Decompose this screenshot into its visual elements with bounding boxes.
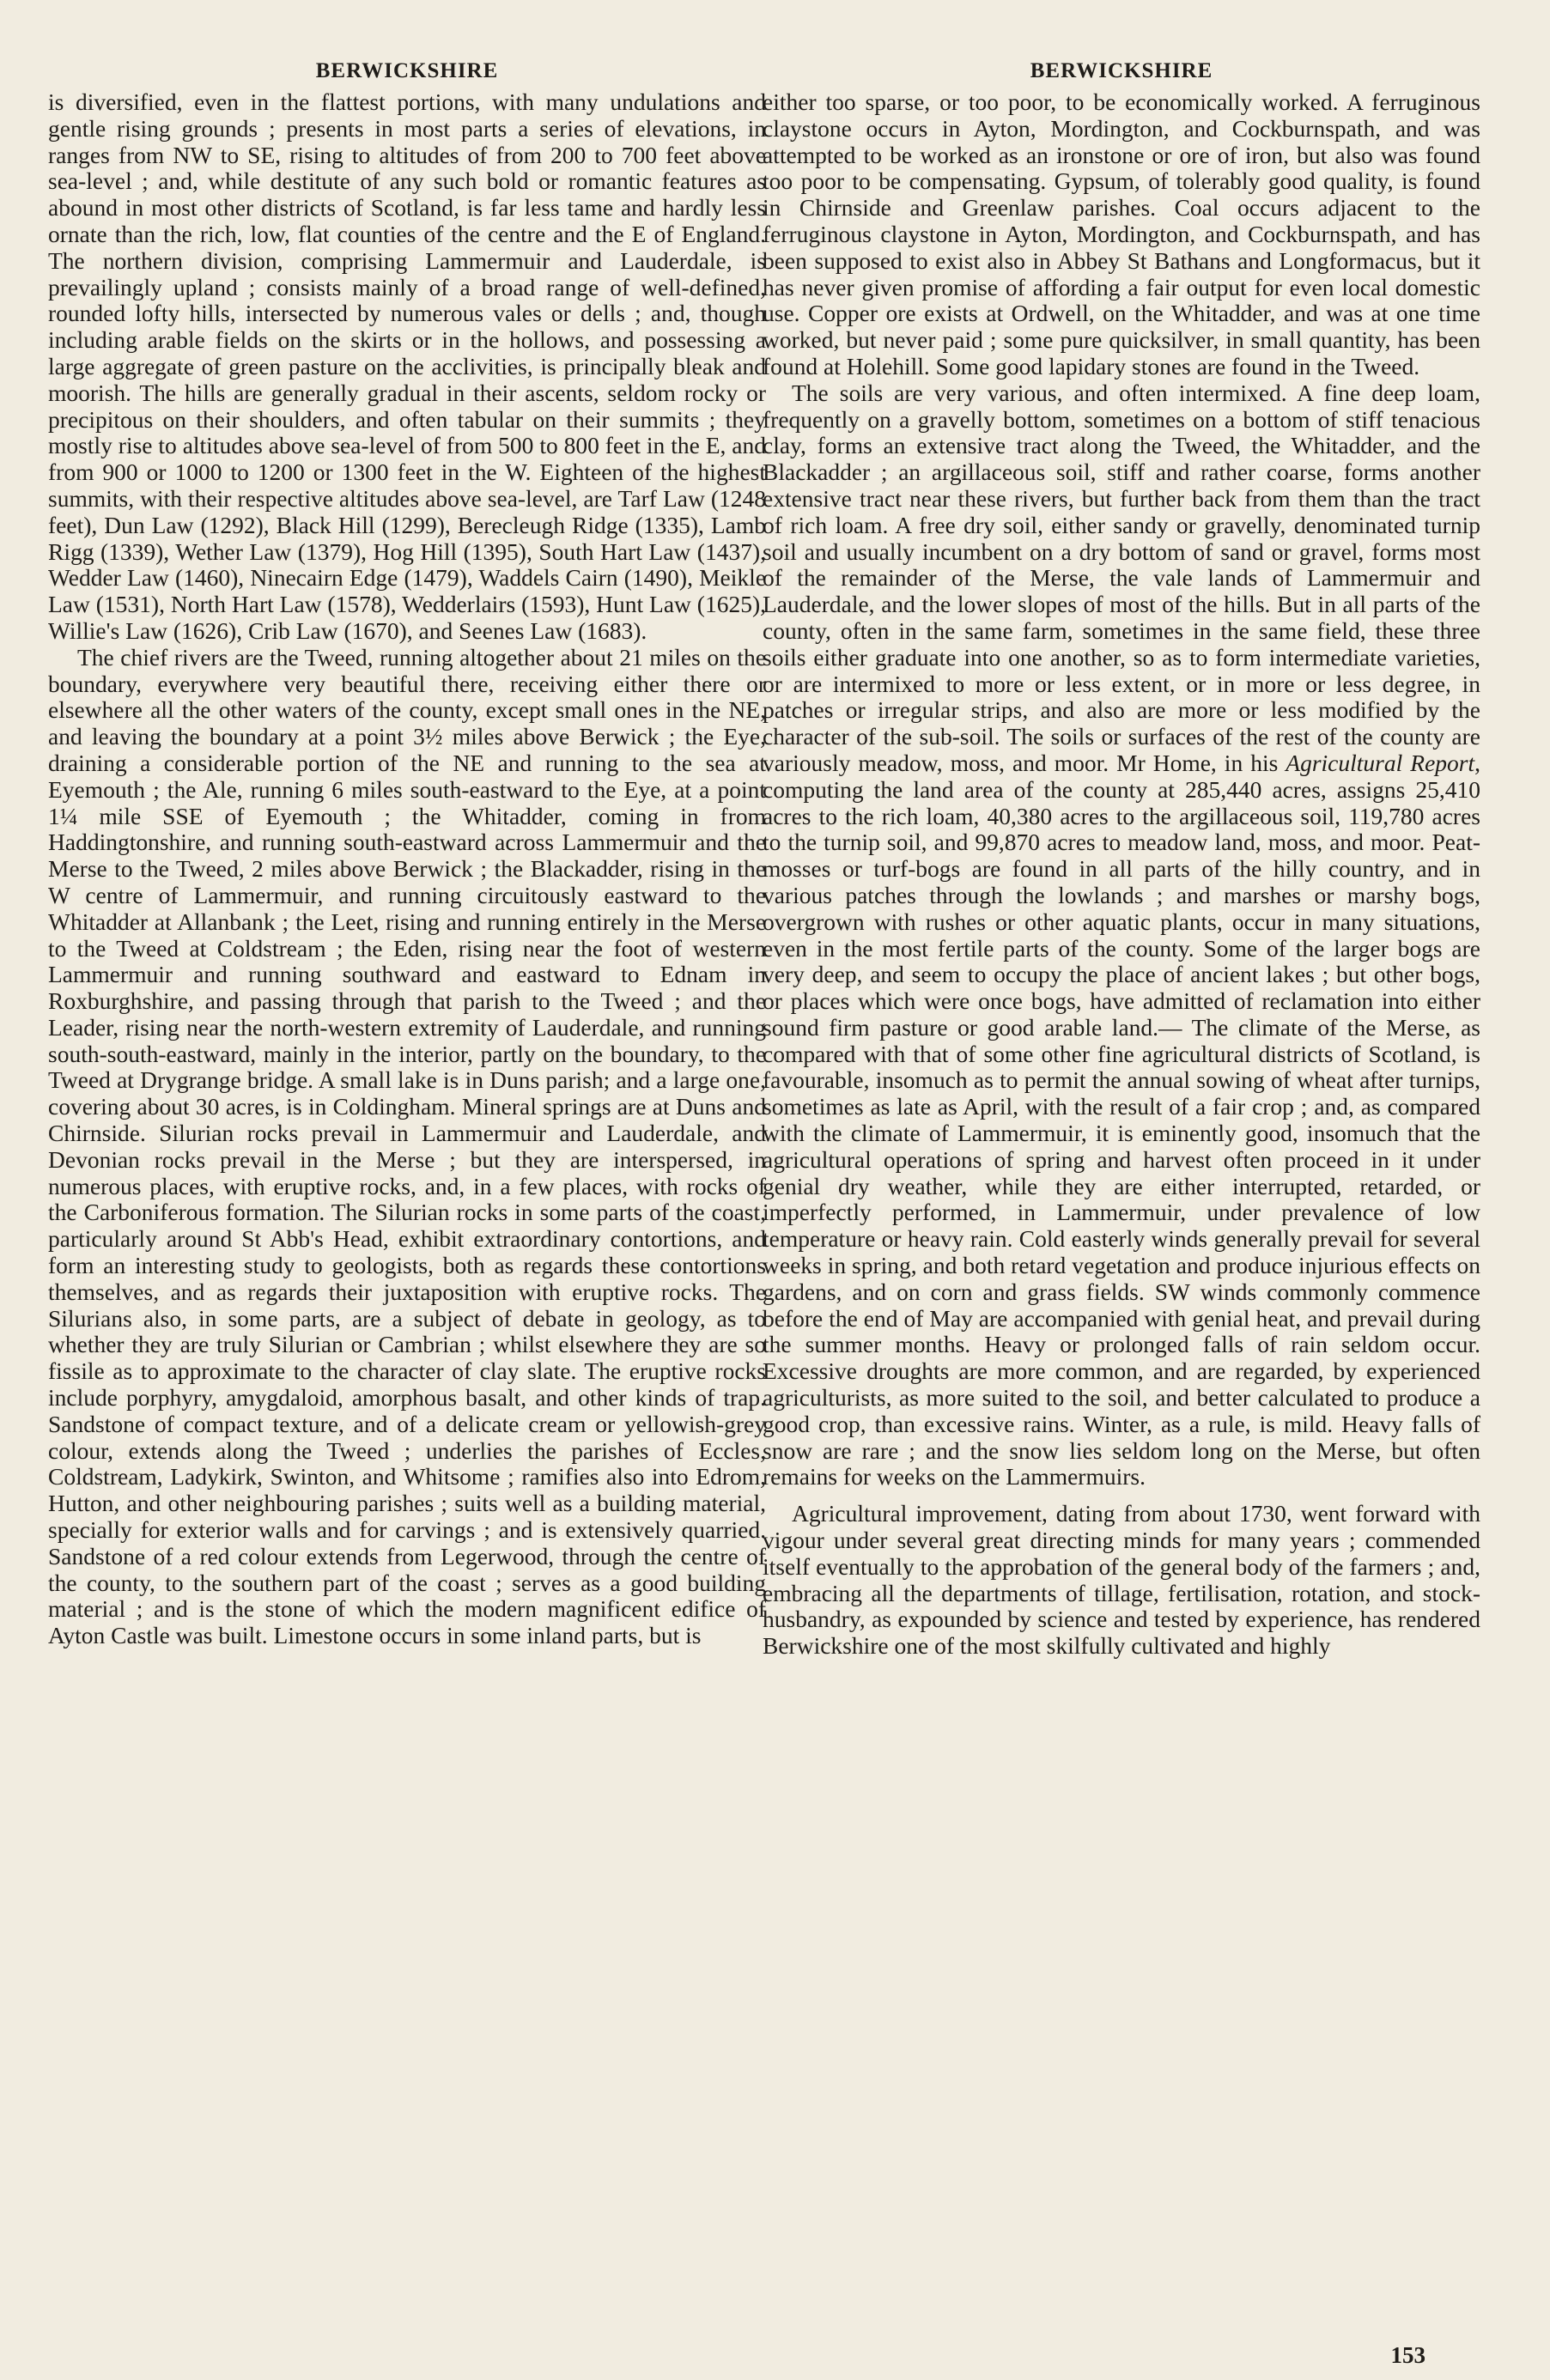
paragraph: The chief rivers are the Tweed, running altogether about 21 miles on the boundary, everywhere very beautiful there, receiving either there or elsewhere all the other waters of the county, except small ones in the NE, and leaving the boundary at a point 3½ miles above Berwick ; the Eye, draining a considerable portion of the NE and running to the sea at Eyemouth ; the Ale, running 6 miles south-eastward to the Eye, at a point 1¼ mile SSE of Eyemouth ; the Whitadder, coming in from Haddingtonshire, and running south-eastward across Lammermuir and the Merse to the Tweed, 2 miles above Berwick ; the Blackadder, rising in the W centre of Lammermuir, and running circuitously eastward to the Whitadder at Allanbank ; the Leet, rising and running entirely in the Merse to the Tweed at Coldstream ; the Eden, rising near the foot of western Lammermuir and running southward and eastward to Ednam in Roxburghshire, and passing through that parish to the Tweed ; and the Leader, rising near the north-western extremity of Lauderdale, and running south-south-eastward, mainly in the interior, partly on the boundary, to the Tweed at Drygrange bridge. A small lake is in Duns parish; and a large one, covering about 30 acres, is in Coldingham. Mineral springs are at Duns and Chirnside. Silurian rocks prevail in Lammermuir and Lauderdale, and Devonian rocks prevail in the Merse ; but they are interspersed, in numerous places, with eruptive rocks, and, in a few places, with rocks of the Carboniferous formation. The Silurian rocks in some parts of the coast, particularly around St Abb's Head, exhibit extraordinary contortions, and form an interesting study to geologists, both as regards these contortions themselves, and as regards their juxtaposition with eruptive rocks. The Silurians also, in some parts, are a subject of debate in geology, as to whether they are truly Silurian or Cambrian ; whilst elsewhere they are so fissile as to approximate to the character of clay slate. The eruptive rocks include porphyry, amygdaloid, amorphous basalt, and other kinds of trap. Sandstone of compact texture, and of a delicate cream or yellowish-grey colour, extends along the Tweed ; underlies the parishes of Eccles, Coldstream, Ladykirk, Swinton, and Whitsome ; ramifies also into Edrom, Hutton, and other neighbouring parishes ; suits well as a building material, specially for exterior walls and for carvings ; and is extensively quarried. Sandstone of a red colour extends from Legerwood, through the centre of the county, to the southern part of the coast ; serves as a good building material ; and is the stone of which the modern magnificent edifice of Ayton Castle was built. Limestone occurs in some inland parts, but is	[48, 643, 766, 1649]
text-run: The soils are very various, and often intermixed. A fine deep loam, frequently on a gravelly bottom, sometimes on a bottom of stiff tenacious clay, forms an extensive tract along the Tweed, the Whitadder, and the Blackadder ; an argillaceous soil, stiff and rather coarse, forms another extensive tract near these rivers, but further back from them than the tract of rich loam. A free dry soil, either sandy or gravelly, denominated turnip soil and usually incumbent on a dry bottom of sand or gravel, forms most of the remainder of the Merse, the vale lands of Lammermuir and Lauderdale, and the lower slopes of most of the hills. But in all parts of the county, often in the same farm, sometimes in the same field, these three soils either graduate into one another, so as to form intermediate varieties, or are intermixed to more or less extent, or in more or less degree, in patches or irregular strips, and also are more or less modified by the character of the sub-soil. The soils or surfaces of the rest of the county are variously meadow, moss, and moor. Mr Home, in his	[763, 379, 1480, 776]
right-column	[763, 58, 1480, 1660]
paragraph: is diversified, even in the flattest portions, with many undulations and gentle rising grounds ; presents in most parts a series of elevations, in ranges from NW to SE, rising to altitudes of from 200 to 700 feet above sea-level ; and, while destitute of any such bold or romantic features as abound in most other districts of Scotland, is far less tame and hardly less ornate than the rich, low, flat counties of the centre and the E of England. The northern division, comprising Lammermuir and Lauderdale, is prevailingly upland ; consists mainly of a broad range of well-defined, rounded lofty hills, intersected by numerous vales or dells ; and, though including arable fields on the skirts or in the hollows, and possessing a large aggregate of green pasture on the acclivities, is principally bleak and moorish. The hills are generally gradual in their ascents, seldom rocky or precipitous on their shoulders, and often tabular on their summits ; they mostly rise to altitudes above sea-level of from 500 to 800 feet in the E, and from 900 or 1000 to 1200 or 1300 feet in the W. Eighteen of the highest summits, with their respective altitudes above sea-level, are Tarf Law (1248 feet), Dun Law (1292), Black Hill (1299), Berecleugh Ridge (1335), Lamb Rigg (1339), Wether Law (1379), Hog Hill (1395), South Hart Law (1437), Wedder Law (1460), Ninecairn Edge (1479), Waddels Cairn (1490), Meikle Law (1531), North Hart Law (1578), Wedderlairs (1593), Hunt Law (1625), Willie's Law (1626), Crib Law (1670), and Seenes Law (1683).	[48, 88, 766, 644]
page-number: 153	[1390, 2342, 1425, 2368]
italic-title: Agricultural Report	[1286, 749, 1475, 776]
paragraph: either too sparse, or too poor, to be economically worked. A ferruginous claystone occurs in Ayton, Mordington, and Cockburnspath, and was attempted to be worked as an ironstone or ore of iron, but also was found too poor to be compensating. Gypsum, of tolerably good quality, is found in Chirnside and Greenlaw parishes. Coal occurs adjacent to the ferruginous claystone in Ayton, Mordington, and Cockburnspath, and has been supposed to exist also in Abbey St Bathans and Longformacus, but it has never given promise of affording a fair output for even local domestic use. Copper ore exists at Ordwell, on the Whitadder, and was at one time worked, but never paid ; some pure quicksilver, in small quantity, has been found at Holehill. Some good lapidary stones are found in the Tweed.	[763, 88, 1480, 379]
left-column	[48, 58, 766, 1649]
right-column-text	[763, 89, 1480, 1660]
running-head-left: BERWICKSHIRE	[315, 59, 499, 82]
paragraph: Agricultural improvement, dating from about 1730, went forward with vigour under several great directing minds for many years ; commended itself eventually to the approbation of the general body of the farmers ; and, embracing all the departments of tillage, fertilisation, rotation, and stock-husbandry, as expounded by science and tested by experience, has rendered Berwickshire one of the most skilfully cultivated and highly	[763, 1500, 1480, 1660]
text-run: , computing the land area of the county at 285,440 acres, assigns 25,410 acres to the rich loam, 40,380 acres to the argillaceous soil, 119,780 acres to the turnip soil, and 99,870 acres to meadow land, moss, and moor. Peat-mosses or turf-bogs are found in all parts of the hilly country, and in various patches through the lowlands ; and marshes or marshy bogs, overgrown with rushes or other aquatic plants, occur in many situations, even in the most fertile parts of the county. Some of the larger bogs are very deep, and seem to occupy the place of ancient lakes ; but other bogs, or places which were once bogs, have admitted of reclamation into either sound firm pasture or good arable land.— The climate of the Merse, as compared with that of some other fine agricultural districts of Scotland, is favourable, insomuch as to permit the annual sowing of wheat after turnips, sometimes as late as April, with the result of a fair crop ; and, as compared with the climate of Lammermuir, it is eminently good, insomuch that the agricultural operations of spring and harvest often proceed in it under genial dry weather, while they are either interrupted, retarded, or imperfectly performed, in Lammermuir, under prevalence of low temperature or heavy rain. Cold easterly winds generally prevail for several weeks in spring, and both retard vegetation and produce injurious effects on gardens, and on corn and grass fields. SW winds commonly commence before the end of May are accompanied with genial heat, and prevail during the summer months. Heavy or prolonged falls of rain seldom occur. Excessive droughts are more common, and are regarded, by experienced agriculturists, as more suited to the soil, and better calculated to produce a good crop, than excessive rains. Winter, as a rule, is mild. Heavy falls of snow are rare ; and the snow lies seldom long on the Merse, but often remains for weeks on the Lammermuirs.	[763, 749, 1480, 1491]
running-head-right: BERWICKSHIRE	[1030, 59, 1213, 82]
paragraph	[763, 380, 1480, 1491]
left-column-text	[48, 89, 766, 1649]
